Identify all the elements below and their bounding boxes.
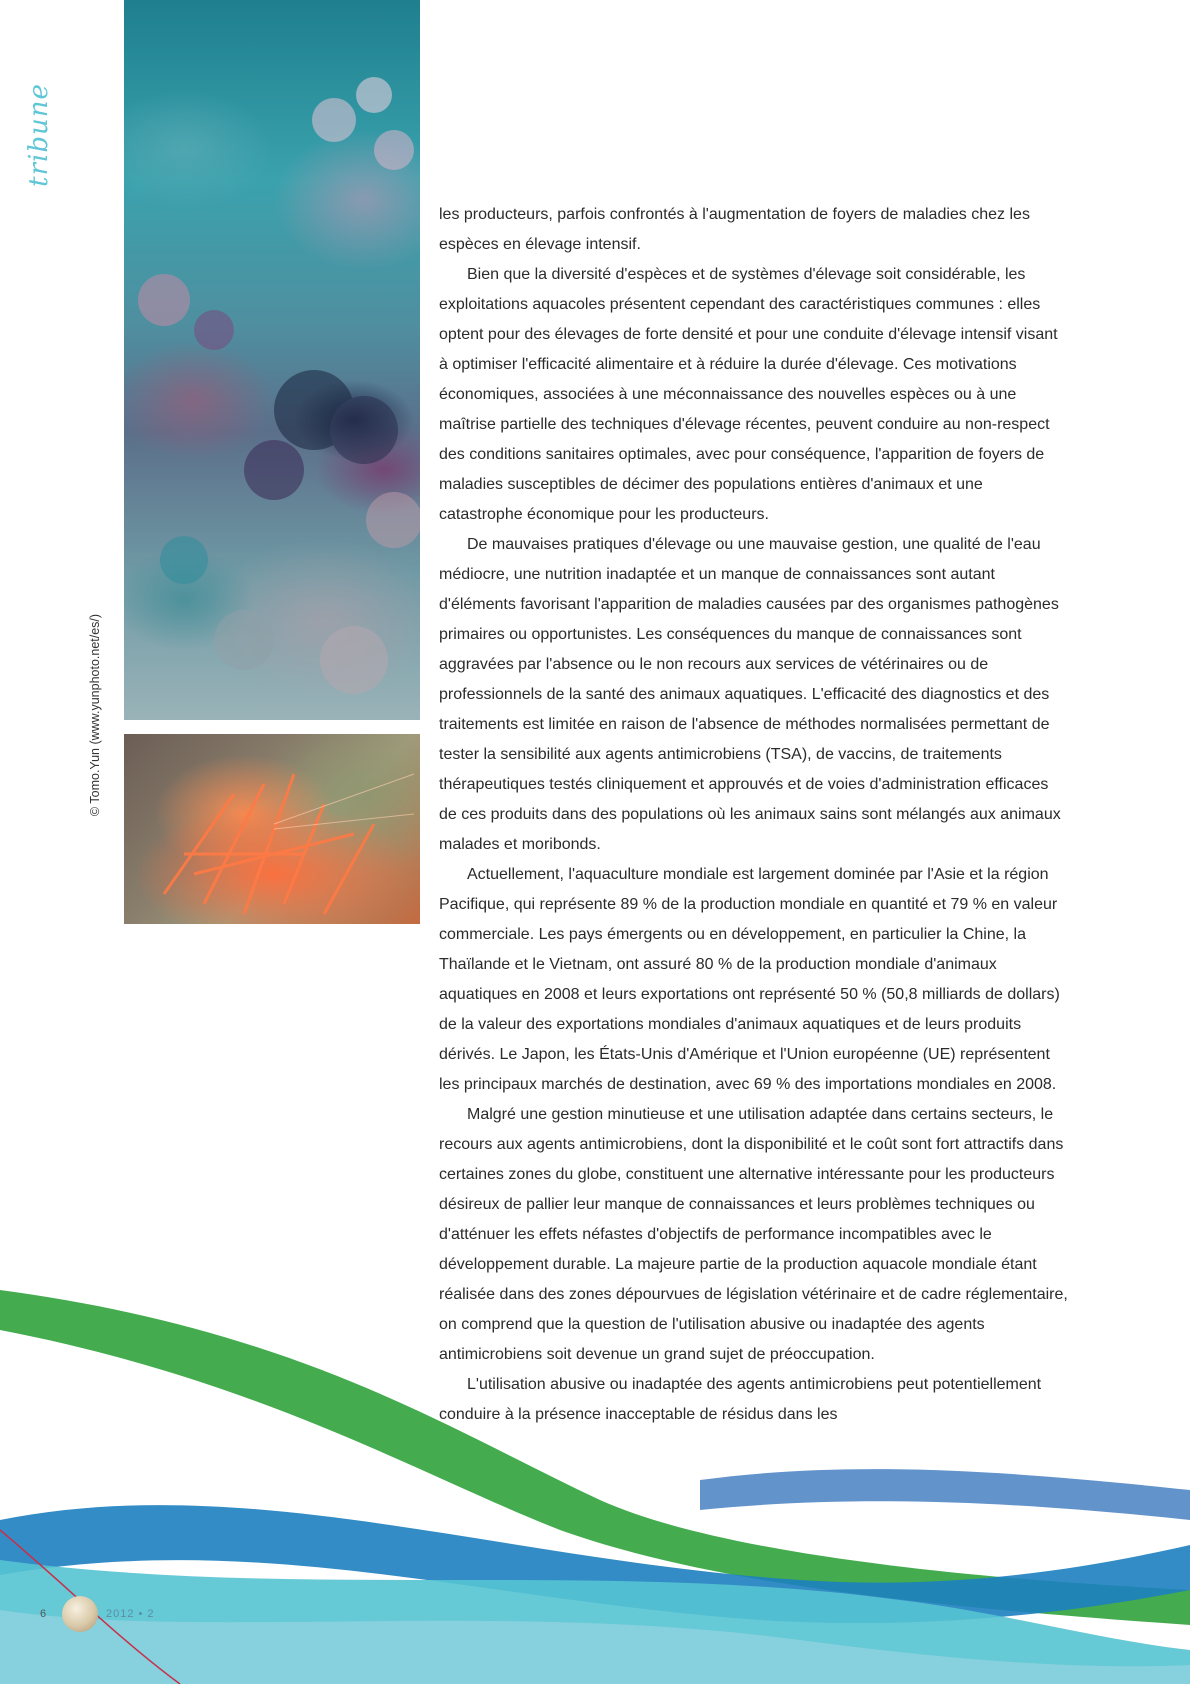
photo-credit-text: © Tomo.Yun (www.yunphoto.net/es/) [88,613,102,817]
article-paragraph: L'utilisation abusive ou inadaptée des agents antimicrobiens peut potentiellement conduire à la présence inacceptable de résidus dans les [439,1376,1042,1423]
issue-number: 2012 • 2 [106,1608,155,1620]
article-paragraph: Actuellement, l'aquaculture mondiale est largement dominée par l'Asie et la région Pacifique, qui représente 89 % de la production mondiale en quantité et 79 % en valeur commerciale. Les pays émergents ou en développement, en particulier la Chine, la Thaïlande et le Vietnam, ont assuré 80 % de la production mondiale d'animaux aquatiques en 2008 et leurs exportations ont représenté 50 % (50,8 milliards de dollars) de la valeur des exportations mondiales d'animaux aquatiques et de leurs produits dérivés. Le Japon, les États-Unis d'Amérique et l'Union européenne (UE) représentent les principaux marchés de destination, avec 69 % des importations mondiales en 2008. [439,866,1060,1093]
section-label-text: tribune [24,83,54,187]
page-footer [40,1594,155,1634]
article-body [439,200,1069,1430]
article-paragraph: Malgré une gestion minutieuse et une utilisation adaptée dans certains secteurs, le recours aux agents antimicrobiens, dont la disponibilité et le coût sont fort attractifs dans certaines zones du globe, constituent une alternative intéressante pour les producteurs désireux de pallier leur manque de connaissances et leurs problèmes techniques ou d'atténuer les effets néfastes d'objectifs de performance incompatibles avec le développement durable. La majeure partie de la production aquacole mondiale étant réalisée dans des zones dépourvues de législation vétérinaire et de cadre réglementaire, on comprend que la question de l'utilisation abusive ou inadaptée des agents antimicrobiens soit devenue un grand sujet de préoccupation. [439,1106,1068,1363]
page-number: 6 [40,1608,47,1620]
article-paragraph: les producteurs, parfois confrontés à l'augmentation de foyers de maladies chez les espèces en élevage intensif. [439,206,1030,253]
article-paragraph: Bien que la diversité d'espèces et de systèmes d'élevage soit considérable, les exploitations aquacoles présentent cependant des caractéristiques communes : elles optent pour des élevages de forte densité et pour une conduite d'élevage intensif visant à optimiser l'efficacité alimentaire et à réduire la durée d'élevage. Ces motivations économiques, associées à une méconnaissance des nouvelles espèces ou à une maîtrise partielle des techniques d'élevage récentes, peuvent conduire au non-respect des conditions sanitaires optimales, avec pour conséquence, l'apparition de foyers de maladies susceptibles de décimer des populations entières d'animaux et une catastrophe économique pour les producteurs. [439,266,1058,523]
bulletin-logo [62,1596,98,1632]
article-paragraph: De mauvaises pratiques d'élevage ou une mauvaise gestion, une qualité de l'eau médiocre, une nutrition inadaptée et un manque de connaissances sont autant d'éléments favorisant l'apparition de maladies causées par des organismes pathogènes primaires ou opportunistes. Les conséquences du manque de connaissances sont aggravées par l'absence ou le non recours aux services de vétérinaires ou de professionnels de la santé des animaux aquatiques. L'efficacité des diagnostics et des traitements est limitée en raison de l'absence de méthodes normalisées permettant de tester la sensibilité aux agents antimicrobiens (TSA), de vaccins, de traitements thérapeutiques testés cliniquement et approuvés et de voies d'administration efficaces de ces produits dans des populations où les animaux sains sont mélangés aux animaux malades et moribonds. [439,536,1061,853]
